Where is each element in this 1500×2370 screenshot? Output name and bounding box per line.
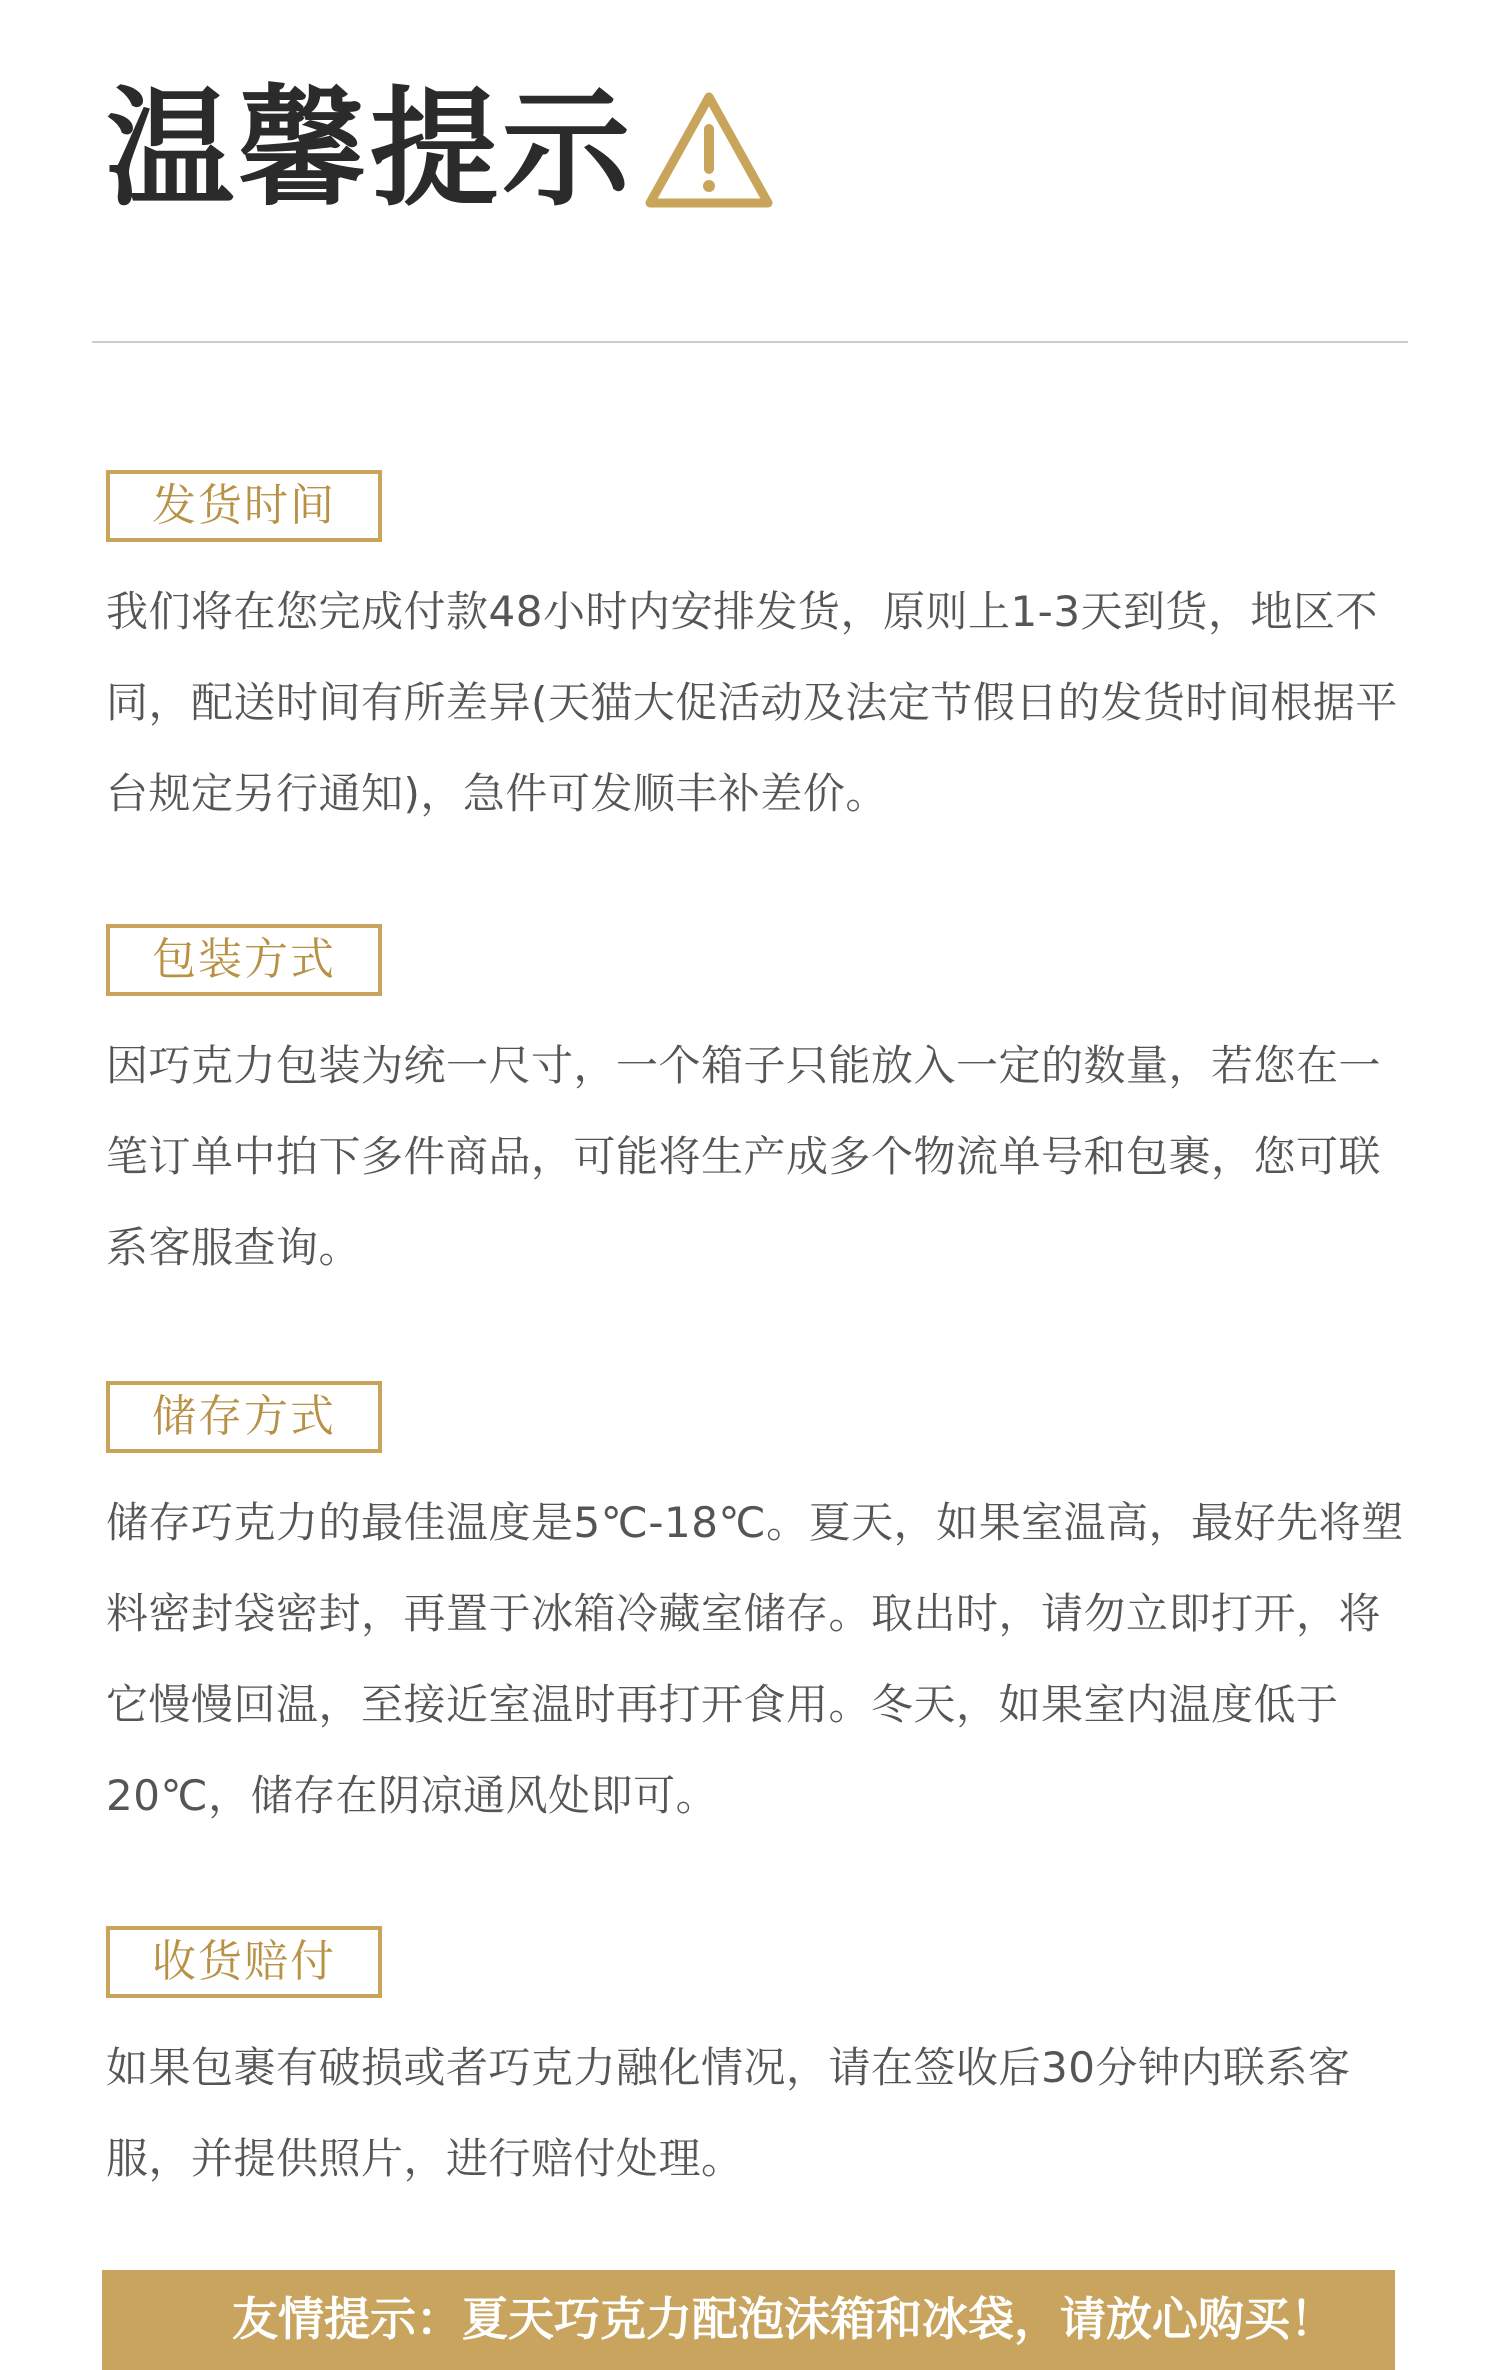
section-packaging (106, 924, 1406, 1293)
section-label: 发货时间 (106, 470, 382, 542)
section-body: 我们将在您完成付款48小时内安排发货，原则上1-3天到货，地区不同，配送时间有所差异(天猫大促活动及法定节假日的发货时间根据平台规定另行通知)，急件可发顺丰补差价。 (106, 587, 1398, 818)
warning-icon (644, 89, 774, 211)
page-header (106, 75, 774, 224)
section-label: 包装方式 (106, 924, 382, 996)
section-body: 因巧克力包装为统一尺寸，一个箱子只能放入一定的数量，若您在一笔订单中拍下多件商品，可能将生产成多个物流单号和包裹，您可联系客服查询。 (106, 1041, 1382, 1272)
section-storage (106, 1381, 1406, 1841)
section-body: 如果包裹有破损或者巧克力融化情况，请在签收后30分钟内联系客服，并提供照片，进行赔付处理。 (106, 2043, 1351, 2183)
section-label: 储存方式 (106, 1381, 382, 1453)
footer-banner: 友情提示：夏天巧克力配泡沫箱和冰袋，请放心购买！ (102, 2270, 1395, 2370)
page-title: 温馨提示 (106, 75, 635, 224)
header-divider (92, 341, 1408, 343)
section-compensation (106, 1926, 1406, 2204)
section-label: 收货赔付 (106, 1926, 382, 1998)
section-body: 储存巧克力的最佳温度是5℃-18℃。夏天，如果室温高，最好先将塑料密封袋密封，再置于冰箱冷藏室储存。取出时，请勿立即打开，将它慢慢回温，至接近室温时再打开食用。冬天，如果室内温度低于20℃，储存在阴凉通风处即可。 (106, 1498, 1404, 1820)
section-shipping-time (106, 470, 1406, 839)
